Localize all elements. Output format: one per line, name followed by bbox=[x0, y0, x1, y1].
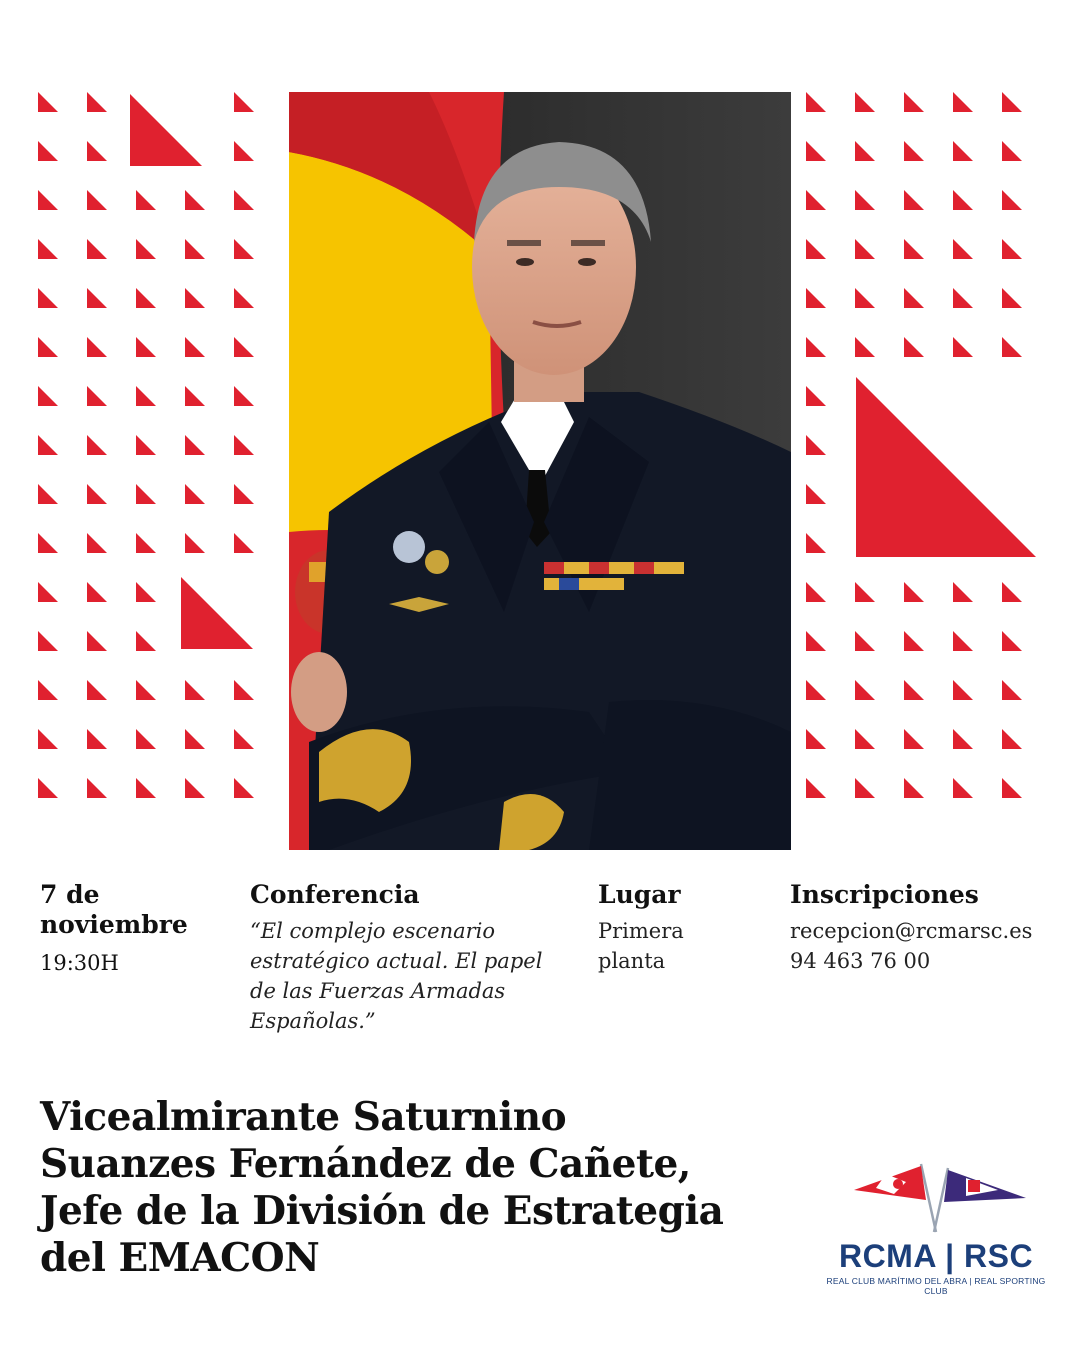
triangle-mark bbox=[1002, 680, 1022, 700]
triangle-mark bbox=[38, 141, 58, 161]
triangle-mark bbox=[185, 190, 205, 210]
triangle-mark bbox=[855, 141, 875, 161]
triangle-mark bbox=[1002, 631, 1022, 651]
triangle-mark bbox=[38, 631, 58, 651]
triangle-mark bbox=[806, 92, 826, 112]
triangle-mark bbox=[38, 386, 58, 406]
triangle-mark bbox=[1002, 729, 1022, 749]
triangle-mark bbox=[87, 582, 107, 602]
triangle-mark bbox=[806, 337, 826, 357]
triangle-mark bbox=[234, 386, 254, 406]
triangle-mark bbox=[38, 729, 58, 749]
triangle-mark bbox=[855, 582, 875, 602]
triangle-mark bbox=[87, 533, 107, 553]
triangle-mark bbox=[1002, 239, 1022, 259]
triangle-mark bbox=[87, 239, 107, 259]
triangle-mark bbox=[953, 778, 973, 798]
triangle-mark bbox=[904, 631, 924, 651]
triangle-mark bbox=[856, 377, 1036, 557]
triangle-mark bbox=[855, 631, 875, 651]
triangle-mark bbox=[806, 533, 826, 553]
triangle-mark bbox=[136, 582, 156, 602]
triangle-mark bbox=[1002, 288, 1022, 308]
right-triangle-pattern bbox=[806, 92, 1046, 812]
triangle-mark bbox=[87, 386, 107, 406]
triangle-mark bbox=[136, 386, 156, 406]
conference-heading: Conferencia bbox=[250, 880, 420, 909]
triangle-mark bbox=[855, 288, 875, 308]
triangle-mark bbox=[234, 435, 254, 455]
triangle-mark bbox=[904, 190, 924, 210]
triangle-mark bbox=[185, 484, 205, 504]
triangle-mark bbox=[1002, 582, 1022, 602]
red-triangle-pattern-icon bbox=[38, 92, 288, 812]
triangle-mark bbox=[185, 680, 205, 700]
triangle-mark bbox=[855, 337, 875, 357]
speaker-line: Suanzes Fernández de Cañete, bbox=[40, 1141, 691, 1187]
triangle-mark bbox=[136, 778, 156, 798]
triangle-mark bbox=[234, 778, 254, 798]
place-value: Primera planta bbox=[598, 919, 684, 973]
crossed-pennants-icon bbox=[826, 1160, 1046, 1238]
triangle-mark bbox=[136, 729, 156, 749]
triangle-mark bbox=[185, 533, 205, 553]
triangle-mark bbox=[1002, 337, 1022, 357]
triangle-mark bbox=[234, 239, 254, 259]
triangle-mark bbox=[136, 337, 156, 357]
triangle-mark bbox=[87, 484, 107, 504]
triangle-mark bbox=[38, 778, 58, 798]
triangle-mark bbox=[87, 337, 107, 357]
triangle-mark bbox=[38, 337, 58, 357]
triangle-mark bbox=[904, 337, 924, 357]
registration-email: recepcion@rcmarsc.es bbox=[790, 919, 1033, 943]
triangle-mark bbox=[1002, 778, 1022, 798]
triangle-mark bbox=[806, 435, 826, 455]
triangle-mark bbox=[904, 729, 924, 749]
triangle-mark bbox=[234, 288, 254, 308]
triangle-mark bbox=[185, 435, 205, 455]
triangle-mark bbox=[87, 92, 107, 112]
triangle-mark bbox=[1002, 141, 1022, 161]
triangle-mark bbox=[806, 239, 826, 259]
triangle-mark bbox=[806, 680, 826, 700]
triangle-mark bbox=[855, 92, 875, 112]
red-triangle-pattern-icon bbox=[806, 92, 1046, 812]
triangle-mark bbox=[806, 288, 826, 308]
triangle-mark bbox=[38, 92, 58, 112]
conference-column bbox=[250, 880, 550, 1036]
triangle-mark bbox=[136, 631, 156, 651]
place-column bbox=[598, 880, 758, 976]
triangle-mark bbox=[806, 386, 826, 406]
date-column bbox=[40, 880, 240, 978]
triangle-mark bbox=[185, 386, 205, 406]
place-heading: Lugar bbox=[598, 880, 681, 909]
triangle-mark bbox=[953, 190, 973, 210]
triangle-mark bbox=[87, 141, 107, 161]
speaker-line: Vicealmirante Saturnino bbox=[40, 1094, 567, 1140]
triangle-mark bbox=[1002, 92, 1022, 112]
triangle-mark bbox=[953, 141, 973, 161]
triangle-mark bbox=[136, 190, 156, 210]
triangle-mark bbox=[234, 92, 254, 112]
triangle-mark bbox=[904, 141, 924, 161]
club-logo bbox=[826, 1160, 1046, 1296]
triangle-mark bbox=[136, 680, 156, 700]
triangle-mark bbox=[234, 141, 254, 161]
triangle-mark bbox=[234, 533, 254, 553]
triangle-mark bbox=[185, 778, 205, 798]
triangle-mark bbox=[136, 239, 156, 259]
triangle-mark bbox=[136, 533, 156, 553]
triangle-mark bbox=[904, 680, 924, 700]
triangle-mark bbox=[855, 190, 875, 210]
triangle-mark bbox=[38, 239, 58, 259]
triangle-mark bbox=[904, 239, 924, 259]
triangle-mark bbox=[38, 435, 58, 455]
triangle-mark bbox=[136, 484, 156, 504]
triangle-mark bbox=[953, 92, 973, 112]
triangle-mark bbox=[185, 337, 205, 357]
triangle-mark bbox=[38, 484, 58, 504]
triangle-mark bbox=[87, 631, 107, 651]
registration-heading: Inscripciones bbox=[790, 880, 979, 909]
triangle-mark bbox=[855, 239, 875, 259]
registration-phone: 94 463 76 00 bbox=[790, 949, 931, 973]
triangle-mark bbox=[953, 729, 973, 749]
triangle-mark bbox=[38, 288, 58, 308]
event-time: 19:30H bbox=[40, 951, 119, 975]
speaker-photo bbox=[289, 92, 791, 850]
triangle-mark bbox=[181, 577, 253, 649]
logo-text: RCMA | RSC bbox=[838, 1238, 1034, 1274]
left-triangle-pattern bbox=[38, 92, 288, 812]
triangle-mark bbox=[953, 582, 973, 602]
triangle-mark bbox=[953, 631, 973, 651]
conference-title: “El complejo escenario estratégico actual. El papel de las Fuerzas Armadas Españolas.” bbox=[250, 919, 543, 1033]
officer-portrait-icon bbox=[289, 92, 791, 850]
triangle-mark bbox=[953, 288, 973, 308]
triangle-mark bbox=[130, 94, 202, 166]
triangle-mark bbox=[234, 729, 254, 749]
triangle-mark bbox=[87, 729, 107, 749]
speaker-line: del EMACON bbox=[40, 1235, 320, 1281]
triangle-mark bbox=[87, 190, 107, 210]
triangle-mark bbox=[855, 778, 875, 798]
triangle-mark bbox=[185, 729, 205, 749]
triangle-mark bbox=[953, 239, 973, 259]
triangle-mark bbox=[855, 680, 875, 700]
triangle-mark bbox=[136, 288, 156, 308]
triangle-mark bbox=[185, 239, 205, 259]
triangle-mark bbox=[234, 337, 254, 357]
triangle-mark bbox=[806, 582, 826, 602]
triangle-mark bbox=[806, 631, 826, 651]
triangle-mark bbox=[234, 190, 254, 210]
triangle-mark bbox=[234, 680, 254, 700]
triangle-mark bbox=[234, 484, 254, 504]
triangle-mark bbox=[855, 729, 875, 749]
triangle-mark bbox=[38, 680, 58, 700]
speaker-line: Jefe de la División de Estrategia bbox=[40, 1188, 724, 1234]
logo-subtitle: REAL CLUB MARÍTIMO DEL ABRA | REAL SPORTING CLUB bbox=[826, 1276, 1046, 1296]
triangle-mark bbox=[904, 92, 924, 112]
event-date: 7 de noviembre bbox=[40, 880, 188, 939]
triangle-mark bbox=[806, 729, 826, 749]
triangle-mark bbox=[87, 435, 107, 455]
triangle-mark bbox=[953, 337, 973, 357]
triangle-mark bbox=[87, 288, 107, 308]
triangle-mark bbox=[806, 778, 826, 798]
triangle-mark bbox=[87, 680, 107, 700]
triangle-mark bbox=[38, 582, 58, 602]
triangle-mark bbox=[38, 190, 58, 210]
triangle-mark bbox=[806, 141, 826, 161]
triangle-mark bbox=[1002, 190, 1022, 210]
triangle-mark bbox=[185, 288, 205, 308]
triangle-mark bbox=[904, 582, 924, 602]
triangle-mark bbox=[953, 680, 973, 700]
triangle-mark bbox=[904, 778, 924, 798]
triangle-mark bbox=[87, 778, 107, 798]
registration-column bbox=[790, 880, 1070, 976]
triangle-mark bbox=[806, 484, 826, 504]
triangle-mark bbox=[136, 435, 156, 455]
speaker-name bbox=[40, 1094, 800, 1282]
triangle-mark bbox=[904, 288, 924, 308]
triangle-mark bbox=[806, 190, 826, 210]
triangle-mark bbox=[38, 533, 58, 553]
